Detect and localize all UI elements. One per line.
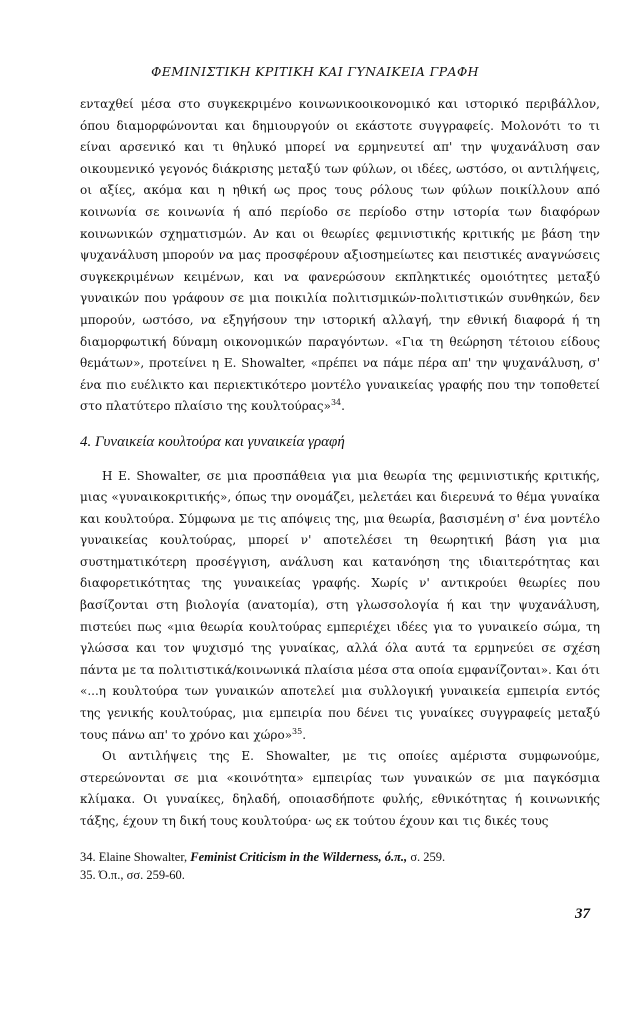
footnote-pages: σ. 259.: [410, 850, 446, 864]
paragraph-1-end: .: [341, 399, 345, 414]
footnotes: [80, 848, 600, 884]
footnote-ref-35[interactable]: 35: [292, 726, 303, 736]
page-number: 37: [575, 906, 590, 922]
body-text: [80, 94, 600, 833]
paragraph-3: [80, 746, 600, 832]
paragraph-2-text: Η E. Showalter, σε μια προσπάθεια για μια θεωρία της φεμινιστικής κριτικής, μιας «γυναικοκριτικής», όπως την ονομάζει, μελετάει και διερευνά το θέμα γυναίκα και κουλτούρα. Σύμφωνα με τις απόψεις της, μια θεωρία, βασισμένη σ' ένα μοντέλο γυναικείας κουλτούρας, μπορεί ν' αποτελέσει τη θεωρητική βάση για μια συστηματικότερη προσέγγιση, ανάλυση και κατανόηση της ιδιαιτερότητας και διαφορετικότητας της γυναικείας γραφής. Χωρίς ν' αντικρούει θεωρίες που βασίζονται στη βιολογία (ανατομία), στη γλωσσολογία ή και την ψυχανάλυση, πιστεύει πως «μια θεωρία κουλτούρας εμπεριέχει ιδέες για το γυναικείο σώμα, τη γλώσσα και τον ψυχισμό της γυναίκας, αλλά όλα αυτά τα ερμηνεύει σε σχέση πάντα με τα πολιτιστικά/κοινωνικά πλαίσια μέσα στα οποία εμφανίζονται». Και ότι «...η κουλτούρα των γυναικών αποτελεί μια συλλογική γυναικεία εμπειρία εντός της γενικής κουλτούρας, μια εμπειρία που δένει τις γυναίκες συγγραφείς μεταξύ τους πάνω απ' το χρόνο και χώρο»: [80, 468, 600, 742]
footnote-number: 34.: [80, 850, 96, 864]
footnote-34: [80, 848, 600, 866]
footnote-ref-34[interactable]: 34: [330, 398, 342, 408]
footnote-title: Feminist Criticism in the Wilderness, ό.π.,: [190, 850, 408, 864]
running-head: ΦΕΜΙΝΙΣΤΙΚΗ ΚΡΙΤΙΚΗ ΚΑΙ ΓΥΝΑΙΚΕΙΑ ΓΡΑΦΗ: [151, 64, 479, 79]
paragraph-2-end: .: [302, 727, 307, 742]
footnote-35: [80, 866, 600, 884]
footnote-author: Elaine Showalter,: [98, 850, 188, 864]
footnote-reference: Ό.π.,: [98, 868, 124, 882]
footnote-pages: σσ. 259-60.: [126, 868, 185, 882]
section-heading: 4. Γυναικεία κουλτούρα και γυναικεία γραφή: [80, 433, 345, 450]
paragraph-2: [80, 466, 600, 747]
footnote-number: 35.: [80, 868, 96, 882]
paragraph-3-text: Οι αντιλήψεις της E. Showalter, με τις οποίες αμέριστα συμφωνούμε, στερεώνονται σε μια «κοινότητα» εμπειρίας των γυναικών σε μια παγκόσμια κλίμακα. Οι γυναίκες, δηλαδή, οποιασδήποτε φυλής, εθνικότητας ή κοινωνικής τάξης, έχουν τη δική τους κουλτούρα· ως εκ τούτου έχουν και τις δικές τους: [80, 749, 600, 828]
paragraph-1-text: ενταχθεί μέσα στο συγκεκριμένο κοινωνικοοικονομικό και ιστορικό περιβάλλον, όπου διαμορφώνονται και δημιουργούν οι εκάστοτε συγγραφείς. Μολονότι το τι είναι αρσενικό και τι θηλυκό μπορεί να ερμηνευτεί απ' την ψυχανάλυση σαν οικουμενικό γεγονός διάκρισης μεταξύ των φύλων, οι ιδέες, ωστόσο, οι αντιλήψεις, οι αξίες, ακόμα και η ηθική ως προς τους ρόλους των φύλων ποικίλλουν από κοινωνία σε κοινωνία ή από περίοδο σε περίοδο στην ιστορία των διαφόρων κοινωνικών σχηματισμών. Αν και οι θεωρίες φεμινιστικής κριτικής με βάση την ψυχανάλυση μπορούν να μας προσφέρουν αξιοσημείωτες και πειστικές αναγνώσεις συγκεκριμένων κειμένων, και να φανερώσουν εκπληκτικές ομοιότητες μεταξύ γυναικών που γράφουν σε μια ποικιλία πολιτισμικών-πολιτιστικών συνθηκών, δεν μπορούν, ωστόσο, να εξηγήσουν την ιστορική αλλαγή, την εθνική διαφορά ή τη διαμορφωτική δύναμη οικονομικών παραγόντων. «Για τη θεώρηση τέτοιου είδους θεμάτων», προτείνει η E. Showalter, «πρέπει να πάμε πέρα απ' την ψυχανάλυση, σ' ένα πιο ευέλικτο και περιεκτικότερο μοντέλο γυναικείας γραφής που την τοποθετεί στο πλατύτερο πλαίσιο της κουλτούρας»: [80, 97, 600, 414]
paragraph-1: [80, 94, 600, 418]
